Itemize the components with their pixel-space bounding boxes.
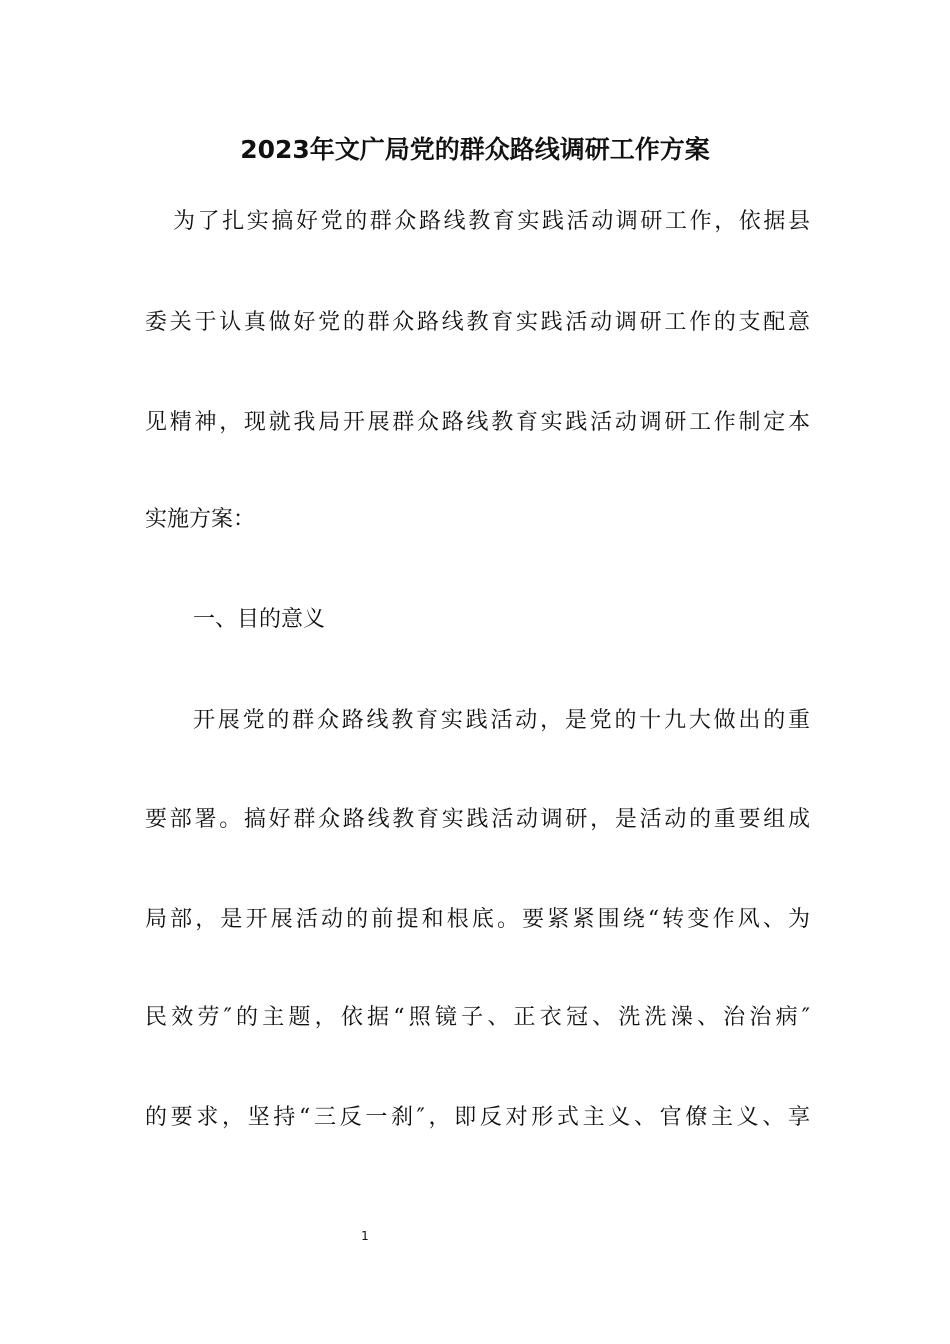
page-number: 1 (361, 1229, 369, 1243)
paragraph-line-1: 为了扎实搞好党的群众路线教育实践活动调研工作，依据县 (173, 209, 810, 234)
paragraph-line-8: 民效劳″的主题，依据“照镜子、正衣冠、洗洗澡、治治病″ (145, 1005, 810, 1030)
paragraph-line-5: 开展党的群众路线教育实践活动，是党的十九大做出的重 (193, 708, 810, 733)
paragraph-line-4: 实施方案： (145, 507, 256, 532)
paragraph-line-6: 要部署。搞好群众路线教育实践活动调研，是活动的重要组成 (145, 807, 810, 832)
paragraph-line-2: 委关于认真做好党的群众路线教育实践活动调研工作的支配意 (145, 310, 810, 335)
section-heading-purpose: 一、目的意义 (193, 607, 326, 632)
paragraph-line-3: 见精神，现就我局开展群众路线教育实践活动调研工作制定本 (145, 410, 810, 435)
document-title: 2023年文广局党的群众路线调研工作方案 (240, 135, 710, 164)
paragraph-line-9: 的要求，坚持“三反一刹″，即反对形式主义、官僚主义、享 (145, 1105, 810, 1130)
paragraph-line-7: 局部，是开展活动的前提和根底。要紧紧围绕“转变作风、为 (145, 907, 810, 932)
